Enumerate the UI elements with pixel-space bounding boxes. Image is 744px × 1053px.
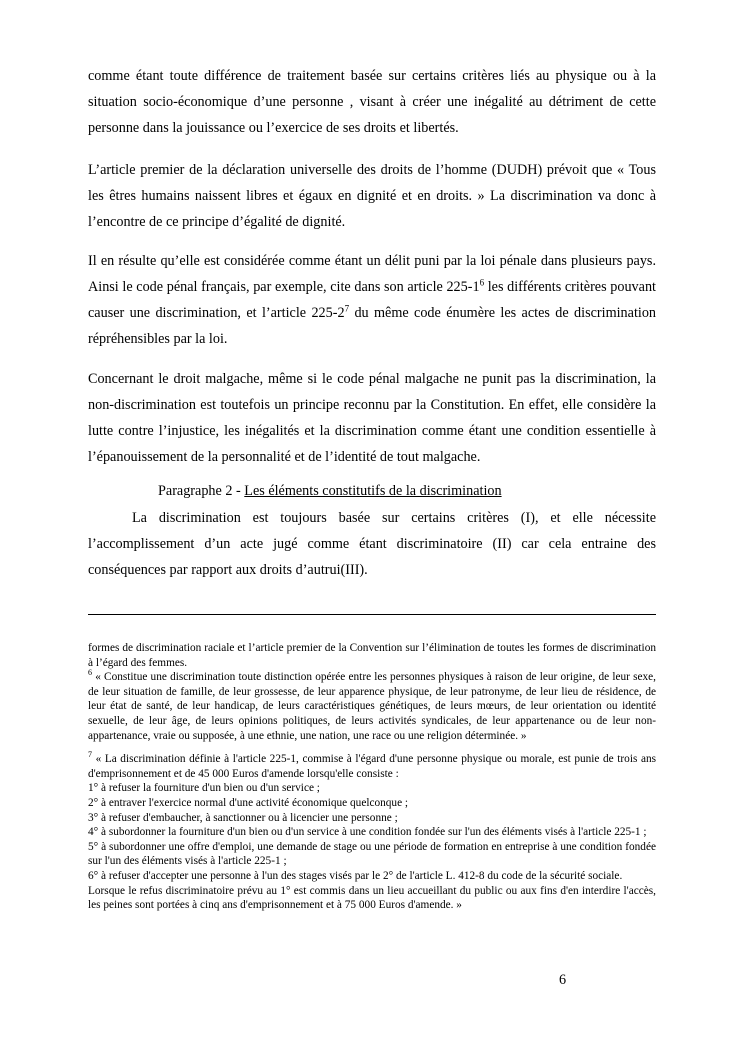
footnote-7-item: 6° à refuser d'accepter une personne à l'un des stages visés par le 2° de l'article L. 412-8 du code de la sécurité sociale. bbox=[88, 869, 623, 882]
footnote-6 bbox=[88, 670, 656, 743]
footnote-7-item: 1° à refuser la fourniture d'un bien ou d'un service ; bbox=[88, 782, 320, 795]
paragraph-elements bbox=[88, 505, 656, 583]
section-heading-prefix: Paragraphe 2 - bbox=[158, 483, 245, 499]
footnote-7-closing: Lorsque le refus discriminatoire prévu au 1° est commis dans un lieu accueillant du public ou aux fins d'en interdire l'accès, les peines sont portées à cinq ans d'emprisonnement et à 75 000 Euros d'amende. » bbox=[88, 884, 656, 912]
footnote-separator bbox=[88, 614, 656, 615]
footnote-7-number: 7 bbox=[88, 750, 92, 760]
footnote-7-item: 2° à entraver l'exercice normal d'une activité économique quelconque ; bbox=[88, 796, 409, 809]
footnote-7-item: 3° à refuser d'embaucher, à sanctionner ou à licencier une personne ; bbox=[88, 811, 398, 824]
footnote-ref-6[interactable]: 6 bbox=[479, 277, 485, 288]
paragraph-code-penal-part1: Il en résulte qu’elle est considérée comme étant un délit puni par la loi pénale dans plusieurs pays. Ainsi le code pénal français, par exemple, cite dans son article 225-1 bbox=[88, 253, 656, 295]
paragraph-droit-malgache: Concernant le droit malgache, même si le code pénal malgache ne punit pas la discrimination, la non-discrimination est toutefois un principe reconnu par la Constitution. En effet, elle considère la lutte contre l’injustice, les inégalités et la discrimination comme étant une condition essentielle à l’épanouissement de la personnalité et de l’identité de tout malgache. bbox=[88, 371, 656, 465]
footnote-7-item: 4° à subordonner la fourniture d'un bien ou d'un service à une condition fondée sur l'un des éléments visés à l'article 225-1 ; bbox=[88, 826, 647, 839]
footnote-7-text: « La discrimination définie à l'article 225-1, commise à l'égard d'une personne physique ou morale, est punie de trois ans d'emprisonnement et de 45 000 Euros d'amende lorsqu'elle consiste : bbox=[88, 753, 656, 780]
paragraph-code-penal-part2: les différents critères pouvant causer une discrimination, et l’article 225-2 bbox=[88, 279, 656, 321]
paragraph-elements-text: La discrimination est toujours basée sur certains critères (I), et elle nécessite l’accomplissement d’un acte jugé comme étant discriminatoire (II) car cela entraine des conséquences par rapport aux droits d’autrui(III). bbox=[88, 510, 656, 578]
footnote-6-text: « Constitue une discrimination toute distinction opérée entre les personnes physiques à raison de leur origine, de leur sexe, de leur situation de famille, de leur grossesse, de leur apparence physique, de leur patronyme, de leur lieu de résidence, de leur état de santé, de leur handicap, de leurs caractéristiques génétiques, de leurs mœurs, de leur orientation ou identité sexuelle, de leur âge, de leurs opinions politiques, de leurs activités syndicales, de leur appartenance ou de leur non-appartenance, vraie ou supposée, à une ethnie, une nation, une race ou une religion déterminée. » bbox=[88, 671, 656, 742]
page-number: 6 bbox=[559, 972, 567, 988]
paragraph-code-penal-part3: du même code énumère les actes de discrimination répréhensibles par la loi. bbox=[88, 305, 657, 347]
paragraph-dudh: L’article premier de la déclaration universelle des droits de l’homme (DUDH) prévoit que « Tous les êtres humains naissent libres et égaux en dignité et en droits. » La discrimination va donc à l’encontre de ce principe d’égalité de dignité. bbox=[88, 162, 656, 230]
section-heading bbox=[158, 480, 502, 502]
footnotes bbox=[88, 641, 656, 913]
footnote-gap bbox=[88, 743, 656, 752]
footnote-ref-7[interactable]: 7 bbox=[344, 303, 350, 314]
section-heading-title: Les éléments constitutifs de la discrimination bbox=[244, 483, 502, 499]
paragraph-definition: comme étant toute différence de traitement basée sur certains critères liés au physique ou à la situation socio-économique d’une personne , visant à créer une inégalité au détriment de cette personne dans la jouissance ou l’exercice de ses droits et libertés. bbox=[88, 68, 656, 136]
footnote-7 bbox=[88, 752, 656, 781]
footnote-continued: formes de discrimination raciale et l’article premier de la Convention sur l’élimination de toutes les formes de discrimination à l’égard des femmes. bbox=[88, 642, 656, 669]
footnote-7-item: 5° à subordonner une offre d'emploi, une demande de stage ou une période de formation en entreprise à une condition fondée sur l'un des éléments visés à l'article 225-1 ; bbox=[88, 840, 656, 868]
footnote-6-number: 6 bbox=[88, 668, 92, 678]
paragraph-code-penal bbox=[88, 248, 656, 352]
